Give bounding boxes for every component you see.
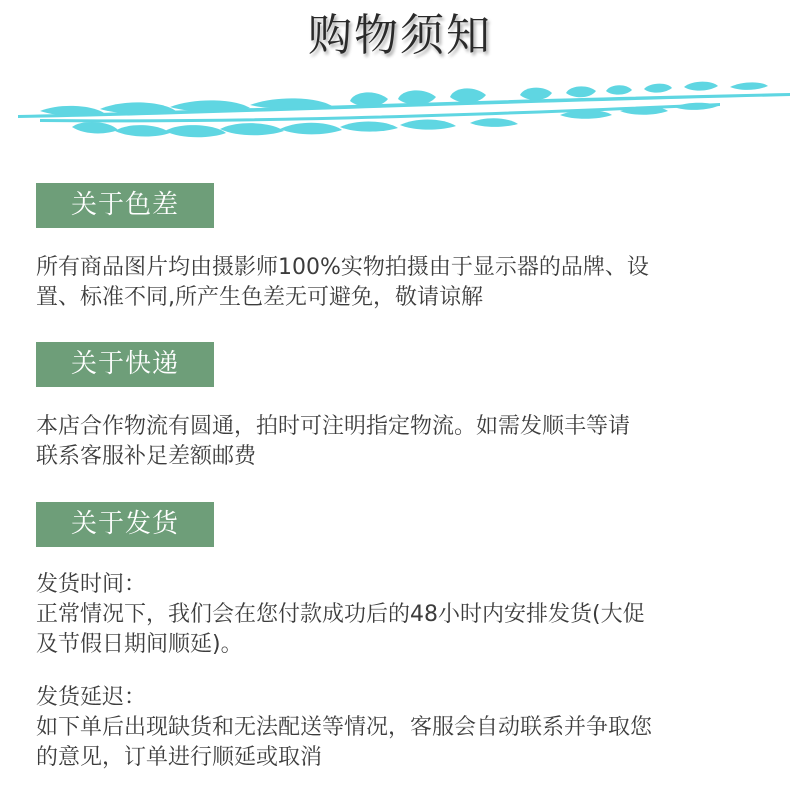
shipping-time-text	[36, 570, 766, 660]
paragraph-line: 本店合作物流有圆通，拍时可注明指定物流。如需发顺丰等请	[36, 414, 631, 439]
page-title: 购物须知	[308, 10, 492, 61]
paragraph-line: 置、标准不同,所产生色差无可避免，敬请谅解	[36, 285, 483, 310]
section-heading-express: 关于快递	[36, 342, 214, 387]
shipping-delay-text	[36, 683, 766, 773]
paragraph-line: 及节假日期间顺延)。	[36, 632, 243, 657]
section-heading-shipping: 关于发货	[36, 502, 214, 547]
paragraph-line: 正常情况下，我们会在您付款成功后的48小时内安排发货(大促	[36, 602, 645, 627]
paragraph-line: 联系客服补足差额邮费	[36, 444, 257, 469]
color-difference-text	[36, 253, 766, 313]
paragraph-line: 发货延迟：	[36, 685, 147, 710]
section-heading-color-difference: 关于色差	[36, 183, 214, 228]
paragraph-line: 的意见，订单进行顺延或取消	[36, 745, 323, 770]
express-text	[36, 412, 766, 472]
paragraph-line: 所有商品图片均由摄影师100%实物拍摄由于显示器的品牌、设	[36, 255, 649, 280]
paragraph-line: 发货时间：	[36, 572, 147, 597]
leaf-branch-decoration	[0, 75, 800, 155]
paragraph-line: 如下单后出现缺货和无法配送等情况，客服会自动联系并争取您	[36, 715, 653, 740]
